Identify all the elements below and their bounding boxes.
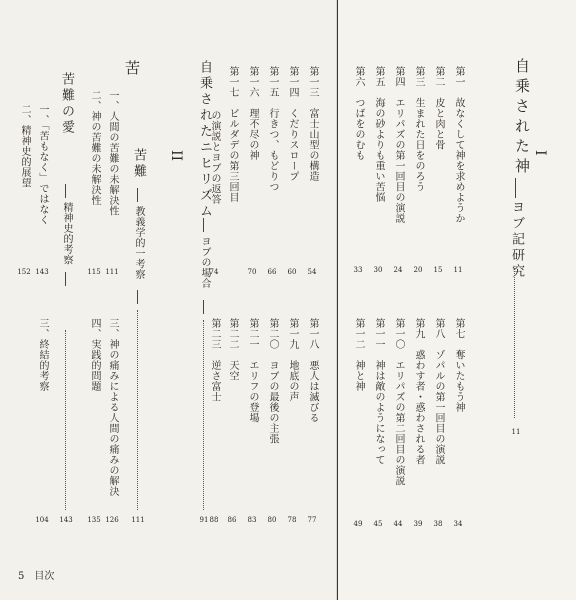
dash-line — [65, 184, 66, 198]
toc-page: 33 — [353, 266, 363, 274]
toc-entry[interactable]: 第九 惑わす者・惑わされる者 — [413, 318, 424, 465]
subsection-heading: 苦難 — [131, 148, 146, 180]
toc-entry[interactable]: 第二一 エリフの登場 — [247, 318, 258, 423]
toc-page: 60 — [287, 268, 297, 276]
toc-page: 66 — [267, 268, 277, 276]
toc-entry[interactable]: 第一 故なくして神を求めようか — [453, 66, 464, 224]
toc-entry[interactable]: 第八 ゾパルの第一回目の演説 — [433, 318, 444, 465]
toc-entry[interactable]: 三、神の痛みによる人間の痛みの解決 — [107, 318, 118, 497]
toc-entry[interactable]: 第二二 天空 — [227, 318, 238, 381]
toc-entry[interactable]: 第一九 地底の声 — [287, 318, 298, 402]
toc-entry[interactable]: 第一八 悪人は滅びる — [307, 318, 318, 423]
toc-page: 115 — [87, 268, 101, 276]
toc-page: 54 — [307, 268, 317, 276]
section-subtitle: ヨブの場合 — [199, 236, 210, 289]
toc-entry[interactable]: 第一七 ビルダデの第三回目 — [227, 66, 238, 203]
section-heading: 自乗されたニヒリズム — [197, 60, 212, 220]
toc-page: 30 — [373, 266, 383, 274]
toc-entry[interactable]: 第二 皮と肉と骨 — [433, 66, 444, 150]
toc-page: 83 — [247, 516, 257, 524]
toc-page: 80 — [267, 516, 277, 524]
toc-entry[interactable]: 四、実践的問題 — [89, 318, 100, 392]
toc-page: 74 — [209, 268, 219, 276]
subsection-subtitle: 精神史的考察 — [61, 202, 72, 265]
leader-dots — [203, 320, 205, 510]
leader-dots — [514, 268, 516, 418]
toc-entry[interactable]: 第一四 くだりスロープ — [287, 66, 298, 182]
leader-dots — [137, 310, 139, 510]
toc-page: 143 — [35, 268, 49, 276]
dash-line — [65, 272, 66, 286]
toc-entry[interactable]: 第二三 逆さ富士 — [209, 318, 220, 402]
toc-page: 34 — [453, 520, 463, 528]
toc-entry[interactable]: 第五 海の砂よりも重い苦悩 — [373, 66, 384, 203]
toc-entry[interactable]: 第七 奪いたもう神 — [453, 318, 464, 413]
dash-line — [137, 290, 138, 304]
toc-entry[interactable]: 第一三 富士山型の構造 — [307, 66, 318, 182]
toc-entry[interactable]: 第三 生まれた日をのろう — [413, 66, 424, 192]
toc-entry[interactable]: 第四 エリパズの第一回目の演説 — [393, 66, 404, 224]
toc-entry[interactable]: 一、「苦もなく」ではなく — [37, 104, 48, 225]
toc-entry[interactable]: 第一六 理不尽の神 — [247, 66, 258, 161]
right-page — [338, 0, 576, 600]
section-roman-numeral: II — [168, 150, 184, 162]
toc-entry[interactable]: 第一二 神と神 — [353, 318, 364, 392]
toc-page: 11 — [453, 266, 463, 274]
toc-page: 39 — [413, 520, 423, 528]
toc-page: 135 — [87, 516, 101, 524]
toc-entry[interactable]: 第一〇 エリパズの第二回目の演説 — [393, 318, 404, 486]
toc-entry[interactable]: 一、人間の苦難の未解決性 — [107, 90, 118, 216]
toc-page: 152 — [17, 268, 31, 276]
toc-page: 86 — [227, 516, 237, 524]
section-heading: 苦 — [123, 60, 141, 80]
toc-entry[interactable]: 第一五 行きつ、もどりつ — [267, 66, 278, 192]
section-subtitle: ヨブ記研究 — [509, 200, 524, 280]
toc-page: 15 — [433, 266, 443, 274]
dash-line — [203, 218, 204, 232]
section-roman-numeral: I — [532, 150, 548, 156]
toc-entry[interactable]: 第二〇 ヨブの最後の主張 — [267, 318, 278, 444]
leader-dots — [65, 330, 67, 510]
toc-page: 78 — [287, 516, 297, 524]
toc-entry[interactable]: 第六 つばをのむも — [353, 66, 364, 161]
toc-page: 126 — [105, 516, 119, 524]
toc-entry[interactable]: 二、精神史的展望 — [19, 104, 30, 188]
toc-page: 77 — [307, 516, 317, 524]
toc-entry-continued[interactable]: の演説とヨブの返答 — [209, 110, 220, 205]
toc-page: 20 — [413, 266, 423, 274]
toc-page: 24 — [393, 266, 403, 274]
toc-page: 70 — [247, 268, 257, 276]
toc-entry[interactable]: 三、終結的考察 — [37, 318, 48, 392]
toc-entry[interactable]: 第一一 神は敵のようになって — [373, 318, 384, 465]
toc-page: 44 — [393, 520, 403, 528]
dash-line — [203, 300, 204, 314]
subsection-subtitle: 教義学的一考察 — [133, 206, 144, 280]
toc-page: 111 — [105, 268, 119, 276]
page-footer: 5 目次 — [18, 571, 55, 582]
page-number: 111 — [131, 516, 145, 524]
toc-page: 104 — [35, 516, 49, 524]
toc-page: 45 — [373, 520, 383, 528]
toc-entry[interactable]: 二、神の苦難の未解決性 — [89, 90, 100, 206]
toc-page: 88 — [209, 516, 219, 524]
toc-page: 38 — [433, 520, 443, 528]
page-number: 91 — [199, 516, 209, 524]
section-heading: 自乗された神 — [513, 58, 531, 178]
page-number: 143 — [59, 516, 73, 524]
subsection-heading: 苦難の愛 — [59, 72, 74, 136]
dash-line — [515, 178, 516, 198]
toc-page: 49 — [353, 520, 363, 528]
page-number: 11 — [511, 428, 521, 436]
dash-line — [137, 188, 138, 202]
